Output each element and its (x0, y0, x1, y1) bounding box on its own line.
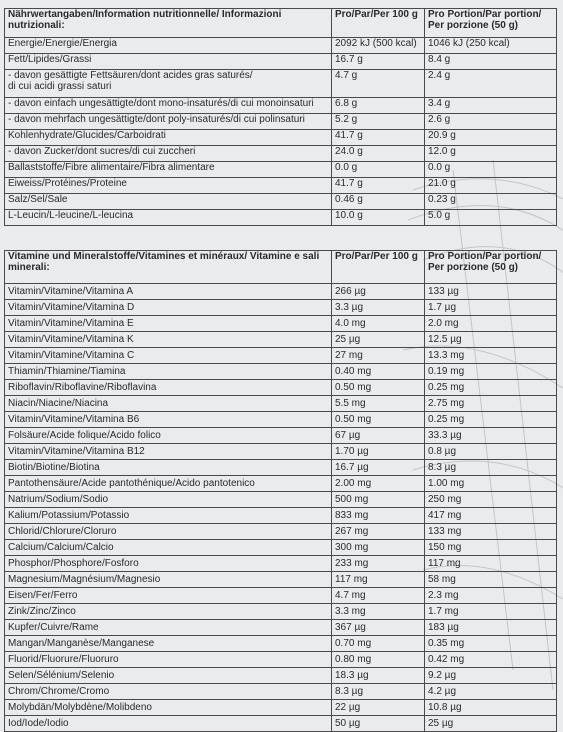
vitamin-mineral-value-per-100g: 2.00 mg (332, 476, 425, 492)
vitamin-mineral-value-per-100g: 1.70 µg (332, 444, 425, 460)
vitamin-mineral-value-per-portion: 25 µg (425, 716, 557, 732)
table-row (5, 476, 557, 492)
vitamin-mineral-label: Chrom/Chrome/Cromo (5, 684, 332, 700)
vitamin-mineral-value-per-portion: 250 mg (425, 492, 557, 508)
vitamin-mineral-value-per-portion: 2.0 mg (425, 316, 557, 332)
table-row (5, 492, 557, 508)
vitamin-mineral-value-per-portion: 13.3 mg (425, 348, 557, 364)
nutrient-value-per-100g: 24.0 g (332, 146, 425, 162)
nutrition-header-portion: Pro Portion/Par portion/ Per porzione (50 g) (425, 9, 557, 38)
nutrition-header-label: Nährwertangaben/Information nutritionnelle/ Informazioni nutrizionali: (5, 9, 332, 38)
vitamin-mineral-label: Vitamin/Vitamine/Vitamina C (5, 348, 332, 364)
vitamin-mineral-label: Vitamin/Vitamine/Vitamina A (5, 284, 332, 300)
vitamin-mineral-value-per-portion: 12.5 µg (425, 332, 557, 348)
table-row (5, 428, 557, 444)
table-row (5, 588, 557, 604)
nutrient-label: - davon einfach ungesättigte/dont mono-insaturés/di cui monoinsaturi (5, 98, 332, 114)
vitamin-mineral-value-per-100g: 0.50 mg (332, 412, 425, 428)
vitamin-mineral-value-per-portion: 9.2 µg (425, 668, 557, 684)
nutrient-label: - davon mehrfach ungesättigte/dont poly-insaturés/di cui polinsaturi (5, 114, 332, 130)
vitamin-mineral-value-per-100g: 117 mg (332, 572, 425, 588)
table-row (5, 284, 557, 300)
table-row (5, 70, 557, 98)
vitamin-mineral-label: Zink/Zinc/Zinco (5, 604, 332, 620)
vitamin-mineral-value-per-portion: 0.25 mg (425, 380, 557, 396)
table-row (5, 636, 557, 652)
vitamin-mineral-label: Thiamin/Thiamine/Tiamina (5, 364, 332, 380)
vitamin-mineral-value-per-100g: 3.3 mg (332, 604, 425, 620)
vitamin-mineral-label: Kalium/Potassium/Potassio (5, 508, 332, 524)
vitamin-mineral-value-per-portion: 33.3 µg (425, 428, 557, 444)
nutrition-table (4, 8, 557, 226)
table-row (5, 194, 557, 210)
table-row (5, 178, 557, 194)
vitamin-mineral-value-per-100g: 500 mg (332, 492, 425, 508)
table-row (5, 540, 557, 556)
table-row (5, 700, 557, 716)
vitamin-mineral-label: Magnesium/Magnésium/Magnesio (5, 572, 332, 588)
vitamin-mineral-label: Mangan/Manganèse/Manganese (5, 636, 332, 652)
vitamin-mineral-value-per-portion: 0.25 mg (425, 412, 557, 428)
table-row (5, 572, 557, 588)
vitamin-mineral-value-per-portion: 133 mg (425, 524, 557, 540)
vitamin-mineral-value-per-100g: 367 µg (332, 620, 425, 636)
nutrient-value-per-portion: 5.0 g (425, 210, 557, 226)
nutrient-value-per-portion: 2.6 g (425, 114, 557, 130)
vitamin-mineral-value-per-portion: 150 mg (425, 540, 557, 556)
vitamin-mineral-label: Iod/Iode/Iodio (5, 716, 332, 732)
vitamin-mineral-value-per-100g: 3.3 µg (332, 300, 425, 316)
vitamin-mineral-value-per-100g: 233 mg (332, 556, 425, 572)
nutrient-value-per-100g: 0.0 g (332, 162, 425, 178)
vitamin-mineral-value-per-100g: 18.3 µg (332, 668, 425, 684)
table-row (5, 380, 557, 396)
nutrient-value-per-portion: 0.23 g (425, 194, 557, 210)
vitamin-mineral-value-per-portion: 0.42 mg (425, 652, 557, 668)
nutrient-value-per-100g: 2092 kJ (500 kcal) (332, 38, 425, 54)
vitamin-mineral-value-per-100g: 300 mg (332, 540, 425, 556)
table-row (5, 620, 557, 636)
nutrient-value-per-portion: 12.0 g (425, 146, 557, 162)
table-row (5, 54, 557, 70)
table-row (5, 364, 557, 380)
nutrient-label: Eiweiss/Protéines/Proteine (5, 178, 332, 194)
nutrient-value-per-100g: 41.7 g (332, 178, 425, 194)
vitamin-mineral-value-per-100g: 833 mg (332, 508, 425, 524)
nutrient-value-per-portion: 8.4 g (425, 54, 557, 70)
vitamin-mineral-label: Riboflavin/Riboflavine/Riboflavina (5, 380, 332, 396)
vitamin-mineral-value-per-portion: 2.3 mg (425, 588, 557, 604)
vitamin-mineral-value-per-portion: 417 mg (425, 508, 557, 524)
vitamin-mineral-value-per-portion: 58 mg (425, 572, 557, 588)
table-row (5, 396, 557, 412)
nutrition-header-per100: Pro/Par/Per 100 g (332, 9, 425, 38)
nutrient-value-per-100g: 6.8 g (332, 98, 425, 114)
table-row (5, 652, 557, 668)
vitamin-mineral-label: Eisen/Fer/Ferro (5, 588, 332, 604)
vitamin-mineral-value-per-100g: 8.3 µg (332, 684, 425, 700)
nutrient-value-per-100g: 5.2 g (332, 114, 425, 130)
vitamin-mineral-value-per-portion: 183 µg (425, 620, 557, 636)
table-row (5, 348, 557, 364)
vitamin-mineral-label: Niacin/Niacine/Niacina (5, 396, 332, 412)
vitamin-mineral-value-per-portion: 2.75 mg (425, 396, 557, 412)
vitamin-mineral-value-per-portion: 133 µg (425, 284, 557, 300)
vitamin-mineral-label: Biotin/Biotine/Biotina (5, 460, 332, 476)
nutrient-label: - davon Zucker/dont sucres/di cui zuccheri (5, 146, 332, 162)
table-row (5, 332, 557, 348)
table-row (5, 300, 557, 316)
vitamin-mineral-value-per-100g: 267 mg (332, 524, 425, 540)
vitamin-mineral-label: Molybdän/Molybdène/Molibdeno (5, 700, 332, 716)
nutrient-value-per-portion: 1046 kJ (250 kcal) (425, 38, 557, 54)
vitamin-mineral-value-per-portion: 117 mg (425, 556, 557, 572)
table-row (5, 716, 557, 732)
nutrient-label: Fett/Lipides/Grassi (5, 54, 332, 70)
nutrient-value-per-portion: 2.4 g (425, 70, 557, 98)
vitamin-mineral-value-per-portion: 1.7 µg (425, 300, 557, 316)
vitamin-mineral-value-per-100g: 266 µg (332, 284, 425, 300)
vitamin-mineral-value-per-100g: 50 µg (332, 716, 425, 732)
nutrient-value-per-portion: 21.0 g (425, 178, 557, 194)
vitamin-mineral-value-per-100g: 25 µg (332, 332, 425, 348)
vitamin-mineral-value-per-100g: 0.40 mg (332, 364, 425, 380)
vitamin-mineral-label: Pantothensäure/Acide pantothénique/Acido pantotenico (5, 476, 332, 492)
vitamins-header-per100: Pro/Par/Per 100 g (332, 251, 425, 284)
table-row (5, 210, 557, 226)
nutrient-label: Salz/Sel/Sale (5, 194, 332, 210)
vitamin-mineral-label: Vitamin/Vitamine/Vitamina E (5, 316, 332, 332)
vitamins-minerals-table (4, 250, 557, 732)
nutrient-value-per-100g: 0.46 g (332, 194, 425, 210)
vitamin-mineral-label: Fluorid/Fluorure/Fluoruro (5, 652, 332, 668)
table-row (5, 524, 557, 540)
vitamin-mineral-label: Calcium/Calcium/Calcio (5, 540, 332, 556)
nutrient-value-per-100g: 4.7 g (332, 70, 425, 98)
table-row (5, 316, 557, 332)
vitamin-mineral-value-per-portion: 0.35 mg (425, 636, 557, 652)
table-row (5, 412, 557, 428)
table-row (5, 460, 557, 476)
vitamin-mineral-value-per-100g: 16.7 µg (332, 460, 425, 476)
vitamin-mineral-value-per-100g: 4.7 mg (332, 588, 425, 604)
table-row (5, 444, 557, 460)
vitamin-mineral-value-per-100g: 27 mg (332, 348, 425, 364)
vitamin-mineral-value-per-portion: 4.2 µg (425, 684, 557, 700)
table-row (5, 668, 557, 684)
nutrient-value-per-portion: 0.0 g (425, 162, 557, 178)
nutrient-label: Energie/Energie/Energia (5, 38, 332, 54)
vitamin-mineral-label: Vitamin/Vitamine/Vitamina K (5, 332, 332, 348)
vitamin-mineral-label: Kupfer/Cuivre/Rame (5, 620, 332, 636)
vitamin-mineral-value-per-100g: 22 µg (332, 700, 425, 716)
nutrient-label: - davon gesättigte Fettsäuren/dont acides gras saturés/ di cui acidi grassi saturi (5, 70, 332, 98)
vitamins-header-portion: Pro Portion/Par portion/ Per porzione (50 g) (425, 251, 557, 284)
vitamin-mineral-value-per-portion: 10.8 µg (425, 700, 557, 716)
nutrient-label: Ballaststoffe/Fibre alimentaire/Fibra alimentare (5, 162, 332, 178)
nutrient-label: Kohlenhydrate/Glucides/Carboidrati (5, 130, 332, 146)
table-row (5, 604, 557, 620)
vitamin-mineral-value-per-portion: 1.00 mg (425, 476, 557, 492)
vitamin-mineral-value-per-100g: 0.80 mg (332, 652, 425, 668)
table-row (5, 146, 557, 162)
vitamin-mineral-value-per-100g: 5.5 mg (332, 396, 425, 412)
table-row (5, 508, 557, 524)
vitamin-mineral-value-per-100g: 0.50 mg (332, 380, 425, 396)
nutrient-value-per-portion: 20.9 g (425, 130, 557, 146)
vitamin-mineral-value-per-portion: 8.3 µg (425, 460, 557, 476)
vitamin-mineral-value-per-portion: 0.8 µg (425, 444, 557, 460)
vitamin-mineral-label: Vitamin/Vitamine/Vitamina B12 (5, 444, 332, 460)
nutrient-label: L-Leucin/L-leucine/L-leucina (5, 210, 332, 226)
nutrient-value-per-100g: 10.0 g (332, 210, 425, 226)
vitamin-mineral-value-per-portion: 1.7 mg (425, 604, 557, 620)
table-row (5, 556, 557, 572)
vitamin-mineral-value-per-100g: 0.70 mg (332, 636, 425, 652)
vitamin-mineral-label: Vitamin/Vitamine/Vitamina D (5, 300, 332, 316)
nutrient-value-per-100g: 16.7 g (332, 54, 425, 70)
nutrient-value-per-100g: 41.7 g (332, 130, 425, 146)
table-row (5, 38, 557, 54)
table-row (5, 130, 557, 146)
table-row (5, 114, 557, 130)
vitamin-mineral-label: Vitamin/Vitamine/Vitamina B6 (5, 412, 332, 428)
table-row (5, 684, 557, 700)
vitamin-mineral-label: Folsäure/Acide folique/Acido folico (5, 428, 332, 444)
vitamin-mineral-label: Natrium/Sodium/Sodio (5, 492, 332, 508)
vitamin-mineral-value-per-portion: 0.19 mg (425, 364, 557, 380)
vitamin-mineral-label: Chlorid/Chlorure/Cloruro (5, 524, 332, 540)
table-row (5, 162, 557, 178)
vitamin-mineral-value-per-100g: 67 µg (332, 428, 425, 444)
vitamin-mineral-label: Selen/Sélénium/Selenio (5, 668, 332, 684)
nutrient-value-per-portion: 3.4 g (425, 98, 557, 114)
vitamins-header-label: Vitamine und Mineralstoffe/Vitamines et minéraux/ Vitamine e sali minerali: (5, 251, 332, 284)
table-row (5, 98, 557, 114)
vitamin-mineral-label: Phosphor/Phosphore/Fosforo (5, 556, 332, 572)
vitamin-mineral-value-per-100g: 4.0 mg (332, 316, 425, 332)
